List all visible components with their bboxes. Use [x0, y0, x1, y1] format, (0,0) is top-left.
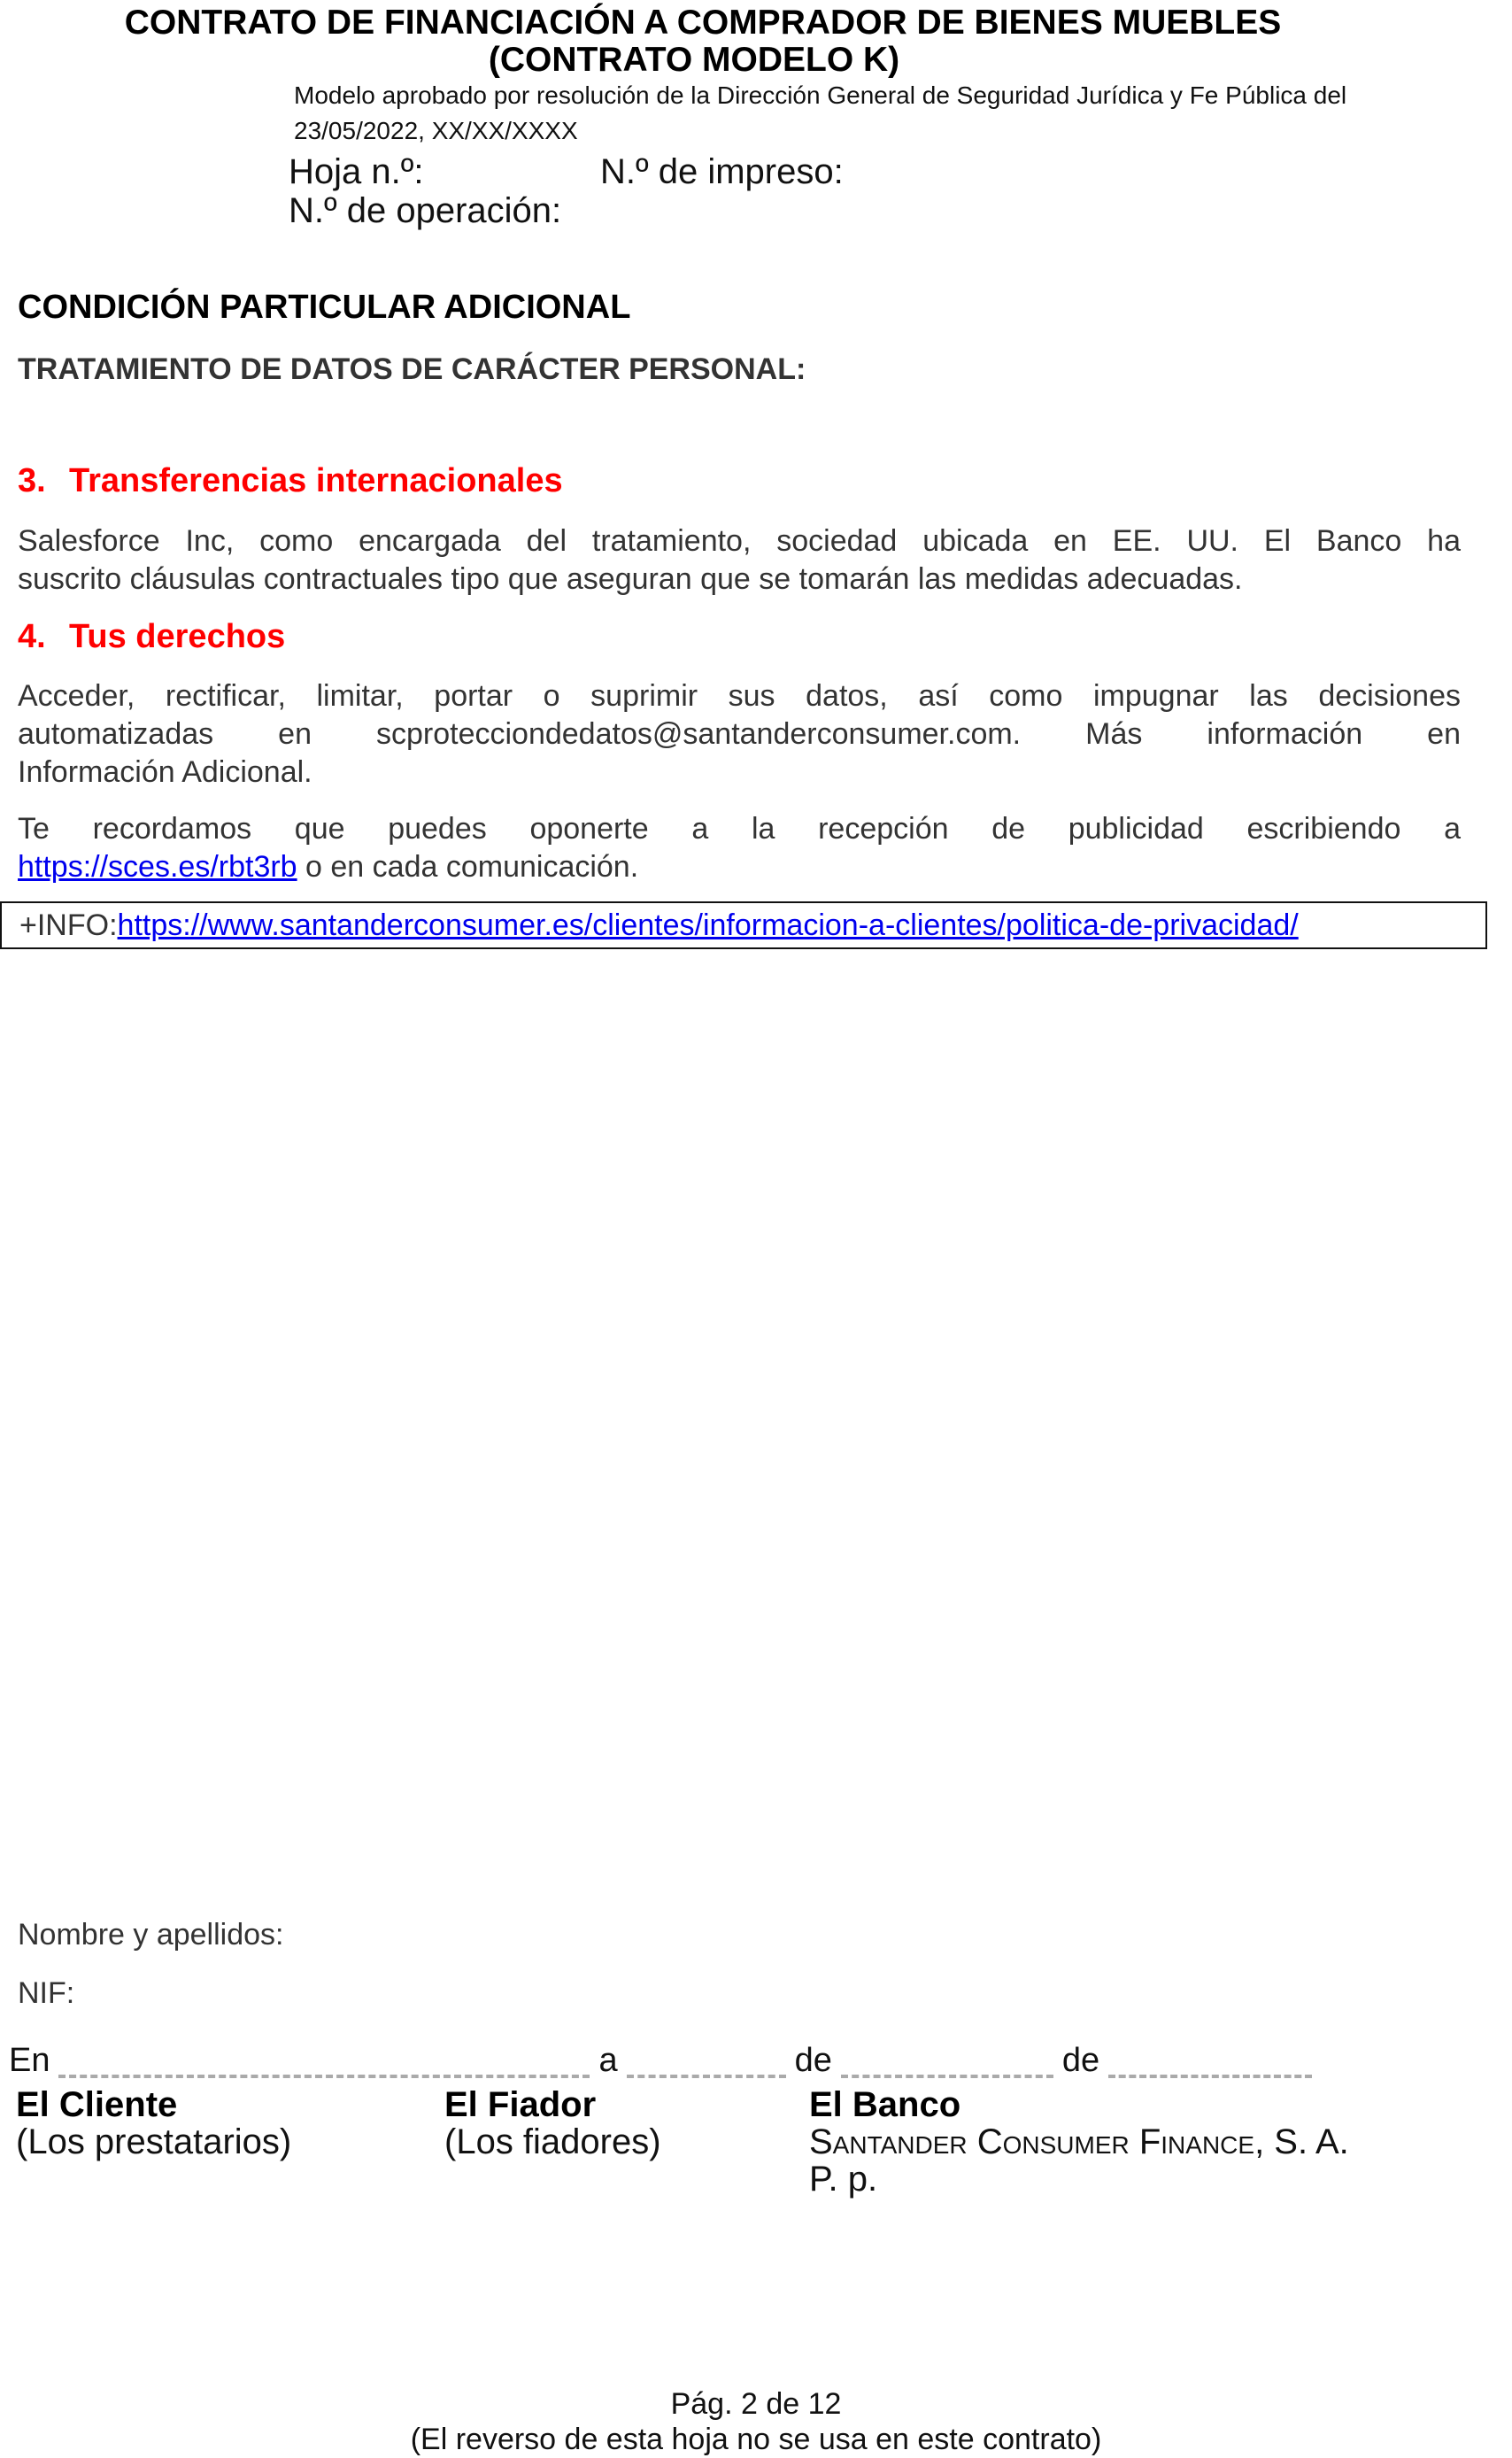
signatory-title: El Banco	[809, 2085, 961, 2124]
name-label: Nombre y apellidos:	[18, 1918, 284, 1952]
sheet-number-label: Hoja n.º:	[289, 152, 424, 191]
day-prefix: a	[598, 2042, 618, 2079]
print-number-label: N.º de impreso:	[600, 152, 844, 191]
item-heading-text: Transferencias internacionales	[69, 462, 563, 499]
place-date-line	[9, 2042, 1321, 2080]
more-info-prefix: +INFO:	[19, 908, 118, 942]
item-heading-text: Tus derechos	[69, 618, 286, 655]
signatory-title: El Cliente	[16, 2085, 178, 2124]
year-prefix: de	[1061, 2042, 1100, 2079]
paragraph-suffix: o en cada comunicación.	[297, 850, 639, 884]
place-field[interactable]	[58, 2075, 590, 2078]
item-heading-international-transfers	[18, 462, 563, 500]
reverse-note: (El reverso de esta hoja no se usa en este contrato)	[410, 2423, 1102, 2456]
paragraph-line: Información Adicional.	[18, 755, 312, 789]
privacy-policy-link[interactable]: https://www.santanderconsumer.es/clientes/informacion-a-clientes/politica-de-privacidad/	[117, 908, 1299, 942]
paragraph-line: Te recordamos que puedes oponerte a la recepción de publicidad escribiendo a	[18, 812, 1461, 846]
item-number: 4.	[18, 618, 46, 655]
operation-number-label: N.º de operación:	[289, 191, 562, 230]
paragraph-line: Acceder, rectificar, limitar, portar o suprimir sus datos, así como impugnar las decisiones	[18, 679, 1461, 713]
your-rights-paragraph	[18, 677, 1461, 792]
signatory-guarantor	[444, 2086, 661, 2160]
signatory-subtitle: (Los fiadores)	[444, 2122, 661, 2161]
signatory-client	[16, 2086, 291, 2160]
place-prefix: En	[9, 2042, 50, 2079]
page-number: Pág. 2 de 12	[670, 2387, 842, 2421]
signatory-bank	[809, 2086, 1349, 2198]
paragraph-line: suscrito cláusulas contractuales tipo que aseguran que se tomarán las medidas adecuadas.	[18, 562, 1243, 596]
approval-text-line2: 23/05/2022, XX/XX/XXXX	[294, 117, 578, 144]
signatory-extra: P. p.	[809, 2160, 878, 2199]
item-number: 3.	[18, 462, 46, 499]
section-subtitle: TRATAMIENTO DE DATOS DE CARÁCTER PERSONAL:	[18, 352, 806, 386]
month-prefix: de	[794, 2042, 832, 2079]
advertising-paragraph	[18, 810, 1461, 886]
month-field[interactable]	[841, 2075, 1053, 2078]
document-title-line1: CONTRATO DE FINANCIACIÓN A COMPRADOR DE BIENES MUEBLES	[124, 4, 1282, 42]
day-field[interactable]	[627, 2075, 786, 2078]
international-transfers-paragraph	[18, 522, 1461, 599]
section-title: CONDICIÓN PARTICULAR ADICIONAL	[18, 289, 631, 326]
nif-label: NIF:	[18, 1976, 75, 2010]
signatory-subtitle: (Los prestatarios)	[16, 2122, 292, 2161]
more-info-box	[0, 901, 1487, 949]
signatory-subtitle: Santander Consumer Finance, S. A.	[809, 2122, 1349, 2161]
year-field[interactable]	[1108, 2075, 1312, 2078]
paragraph-line: Salesforce Inc, como encargada del tratamiento, sociedad ubicada en EE. UU. El Banco ha	[18, 524, 1461, 558]
signatory-title: El Fiador	[444, 2085, 597, 2124]
opt-out-link[interactable]: https://sces.es/rbt3rb	[18, 850, 297, 884]
approval-text-line1: Modelo aprobado por resolución de la Dirección General de Seguridad Jurídica y Fe Pública del	[294, 81, 1347, 109]
paragraph-line	[18, 848, 1461, 886]
item-heading-your-rights	[18, 618, 285, 656]
document-title-line2: (CONTRATO MODELO K)	[488, 41, 900, 79]
paragraph-line: automatizadas en scprotecciondedatos@santanderconsumer.com. Más información en	[18, 717, 1461, 751]
